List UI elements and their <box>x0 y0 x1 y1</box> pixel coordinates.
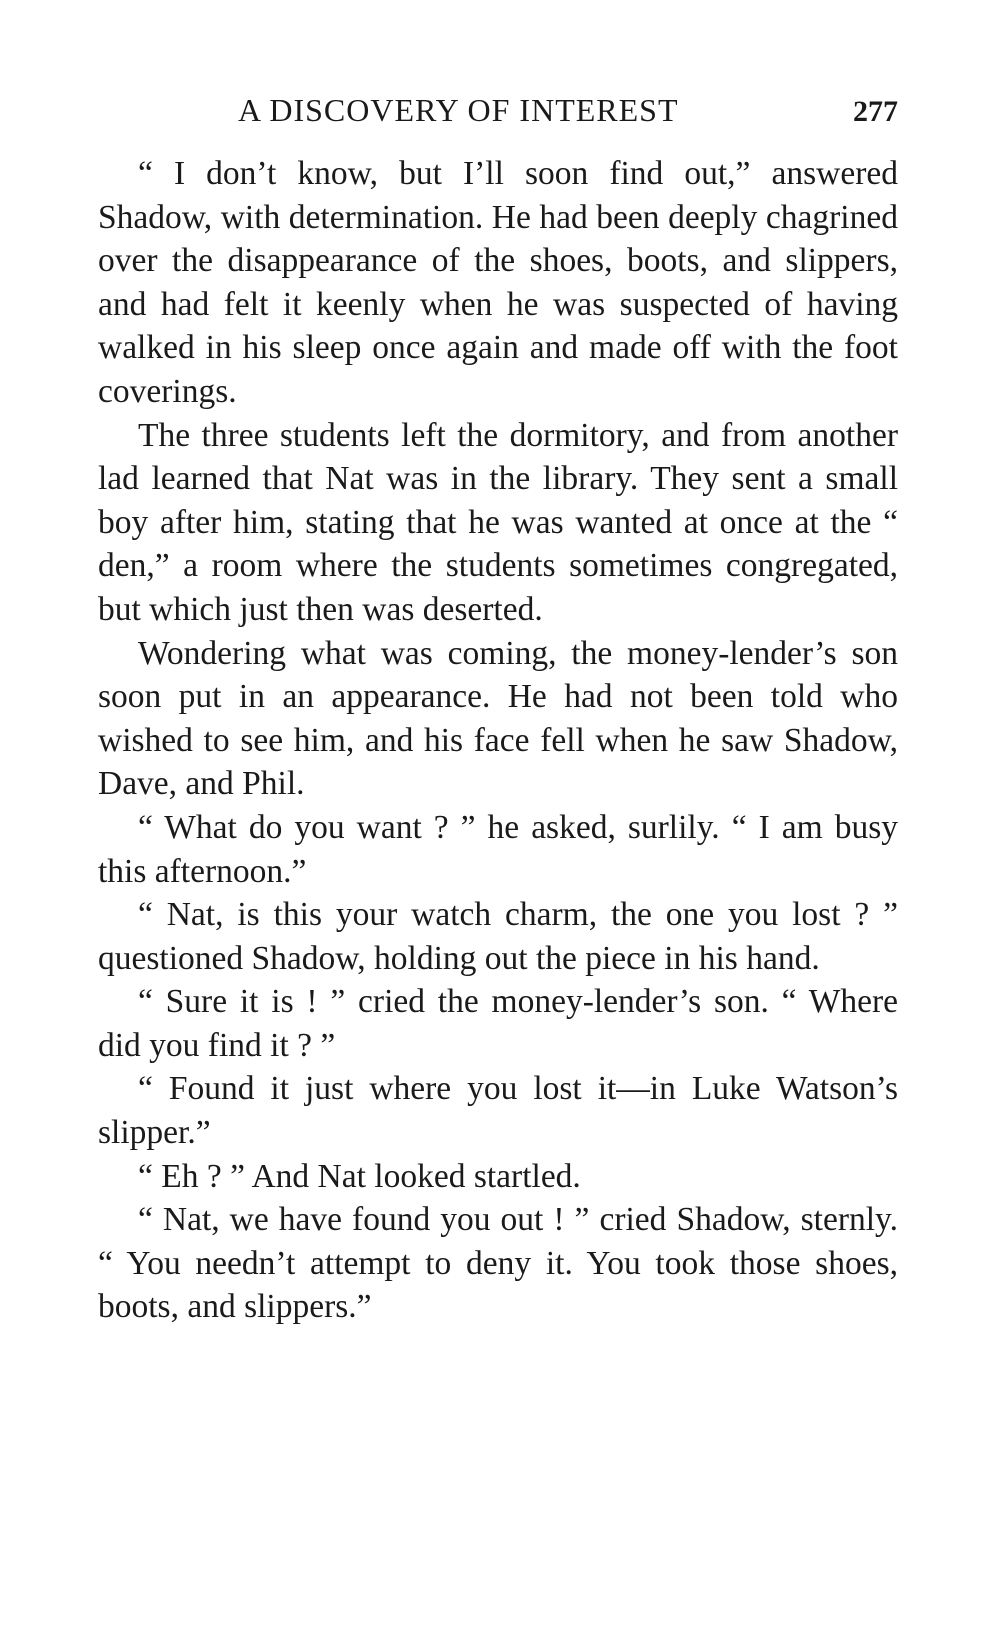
paragraph-9: “ Nat, we have found you out ! ” cried Shadow, sternly. “ You needn’t attempt to deny it. You took those shoes, boots, and slippers.” <box>98 1201 898 1326</box>
paragraph-8: “ Eh ? ” And Nat looked startled. <box>138 1157 581 1195</box>
paragraph-1: “ I don’t know, but I’ll soon find out,” answered Shadow, with determination. He had been deeply chagrined over the disappearance of the shoes, boots, and slippers, and had felt it keenly when he was suspected of having walked in his sleep once again and made off with the foot coverings. <box>98 155 898 410</box>
page-number: 277 <box>853 95 898 128</box>
paragraph-4: “ What do you want ? ” he asked, surlily. “ I am busy this afternoon.” <box>98 808 898 890</box>
paragraph-6: “ Sure it is ! ” cried the money-lender’s son. “ Where did you find it ? ” <box>98 983 898 1064</box>
paragraph-3: Wondering what was coming, the money-lender’s son soon put in an appearance. He had not been told who wished to see him, and his face fell when he saw Shadow, Dave, and Phil. <box>98 634 898 803</box>
body-text <box>98 152 898 1329</box>
running-head <box>98 90 898 130</box>
paragraph-2: The three students left the dormitory, and from another lad learned that Nat was in the library. They sent a small boy after him, stating that he was wanted at once at the “ den,” a room where the students sometimes congregated, but which just then was deserted. <box>98 416 898 628</box>
paragraph-7: “ Found it just where you lost it—in Luke Watson’s slipper.” <box>98 1070 898 1152</box>
running-title: A DISCOVERY OF INTEREST <box>238 92 679 128</box>
paragraph-5: “ Nat, is this your watch charm, the one you lost ? ” questioned Shadow, holding out the piece in his hand. <box>98 896 898 977</box>
